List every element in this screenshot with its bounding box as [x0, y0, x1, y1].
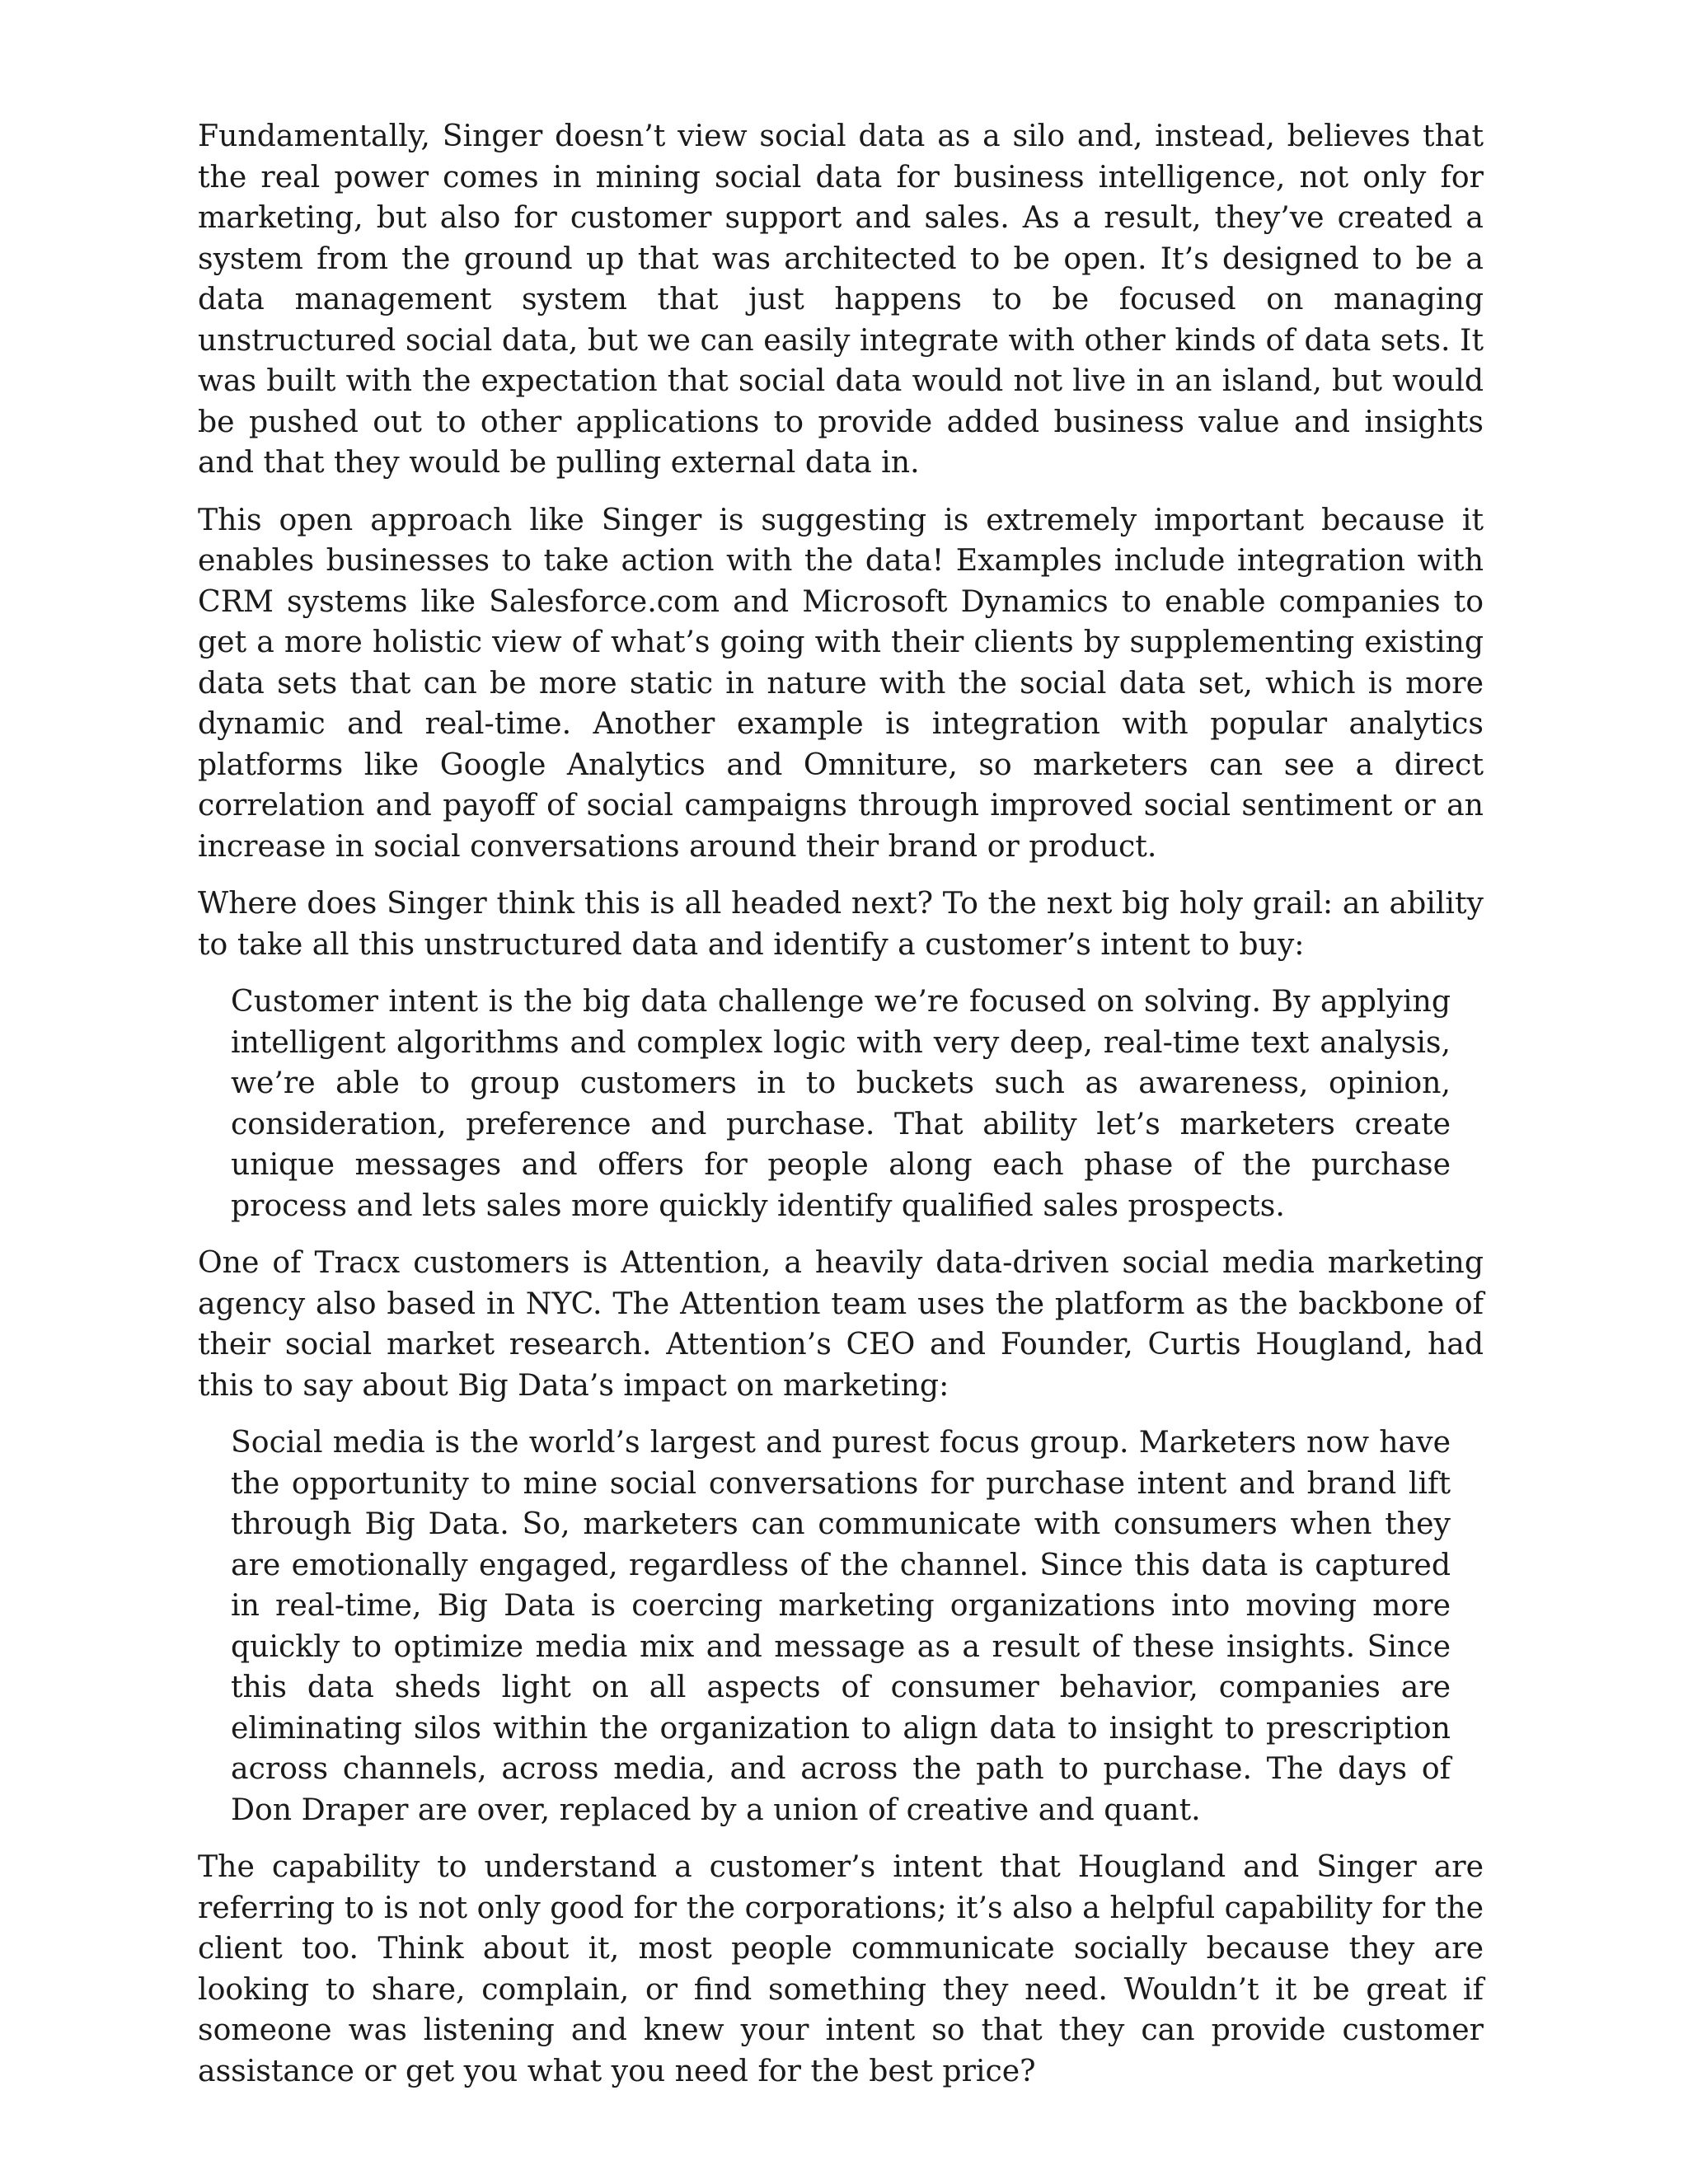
document-page: [198, 115, 1484, 2091]
body-paragraph: One of Tracx customers is Attention, a heavily data-driven social media marketing agency also based in NYC. The Attention team uses the platform as the backbone of their social market research. Attention’s CEO and Founder, Curtis Hougland, had this to say about Big Data’s impact on marketing:: [198, 1244, 1484, 1403]
block-quote: Customer intent is the big data challenge we’re focused on solving. By applying intelligent algorithms and complex logic with very deep, real-time text analysis, we’re able to group customers in to buckets such as awareness, opinion, consideration, preference and purchase. That ability let’s marketers create unique messages and offers for people along each phase of the purchase process and lets sales more quickly identify qualified sales prospects.: [231, 983, 1451, 1223]
block-quote: Social media is the world’s largest and purest focus group. Marketers now have the opportunity to mine social conversations for purchase intent and brand lift through Big Data. So, marketers can communicate with consumers when they are emotionally engaged, regardless of the channel. Since this data is captured in real-time, Big Data is coercing marketing organizations into moving more quickly to optimize media mix and message as a result of these insights. Since this data sheds light on all aspects of consumer behavior, companies are eliminating silos within the organization to align data to insight to prescription across channels, across media, and across the path to purchase. The days of Don Draper are over, replaced by a union of creative and quant.: [231, 1424, 1451, 1827]
body-paragraph: Fundamentally, Singer doesn’t view social data as a silo and, instead, believes that the real power comes in mining social data for business intelligence, not only for marketing, but also for customer support and sales. As a result, they’ve created a system from the ground up that was architected to be open. It’s designed to be a data management system that just happens to be focused on managing unstructured social data, but we can easily integrate with other kinds of data sets. It was built with the expectation that social data would not live in an island, but would be pushed out to other applications to provide added business value and insights and that they would be pulling external data in.: [198, 118, 1484, 480]
body-paragraph: The capability to understand a customer’s intent that Hougland and Singer are referring to is not only good for the corporations; it’s also a helpful capability for the client too. Think about it, most people communicate socially because they are looking to share, complain, or find something they need. Wouldn’t it be great if someone was listening and knew your intent so that they can provide customer assistance or get you what you need for the best price?: [198, 1849, 1484, 2088]
body-paragraph: This open approach like Singer is suggesting is extremely important because it enables businesses to take action with the data! Examples include integration with CRM systems like Salesforce.com and Microsoft Dynamics to enable companies to get a more holistic view of what’s going with their clients by supplementing existing data sets that can be more static in nature with the social data set, which is more dynamic and real-time. Another example is integration with popular analytics platforms like Google Analytics and Omniture, so marketers can see a direct correlation and payoff of social campaigns through improved social sentiment or an increase in social conversations around their brand or product.: [198, 501, 1484, 864]
body-paragraph: Where does Singer think this is all headed next? To the next big holy grail: an ability to take all this unstructured data and identify a customer’s intent to buy:: [198, 885, 1484, 962]
